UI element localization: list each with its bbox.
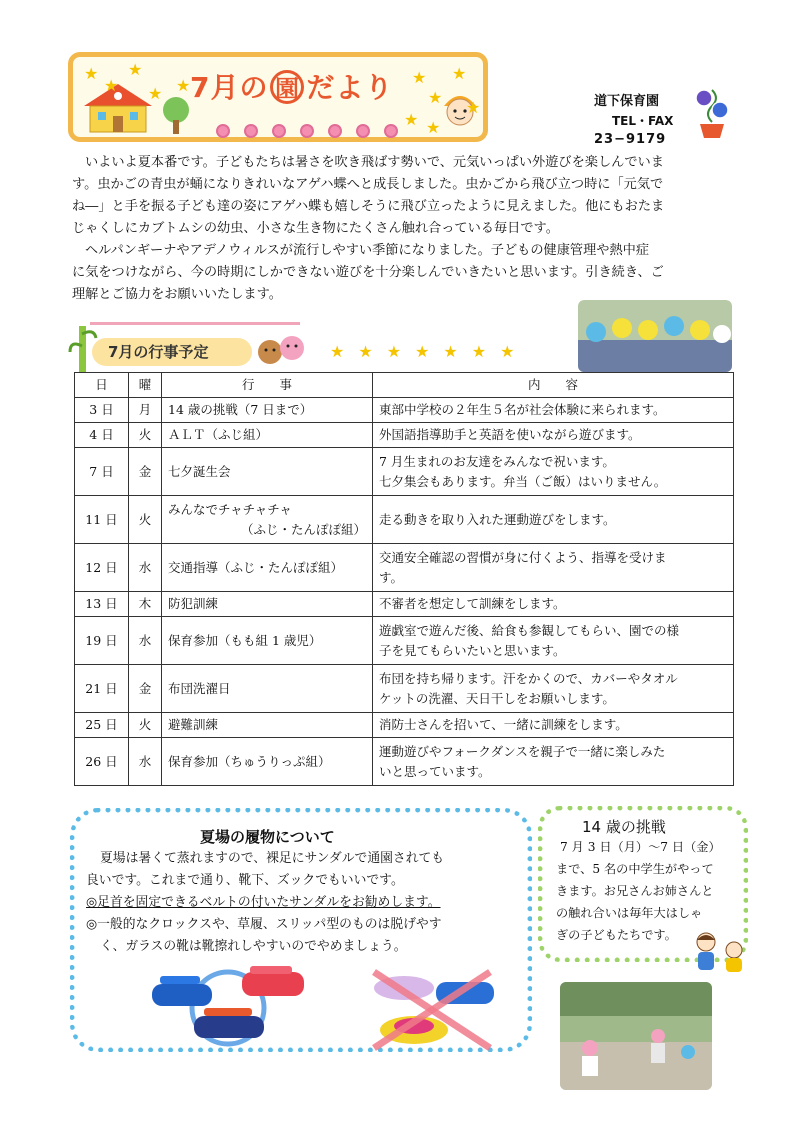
cell-event: 14 歳の挑戦（7 日まで） (162, 398, 373, 423)
table-row (75, 617, 734, 665)
star-icon: ★ (176, 76, 191, 95)
cell-detail (373, 617, 734, 665)
table-header-row (75, 373, 734, 398)
star-icon: ★ (452, 64, 467, 83)
table-row (75, 423, 734, 448)
cell-dow: 水 (129, 544, 162, 592)
cell-event: 避難訓練 (162, 713, 373, 738)
star-icon: ★ (128, 60, 143, 79)
cell-dow: 月 (129, 398, 162, 423)
org-tel-label: TEL・FAX (612, 114, 674, 128)
outdoor-play-photo (560, 982, 712, 1090)
header-detail: 内 容 (373, 373, 734, 398)
cell-day: 3 日 (75, 398, 129, 423)
intro-line: いよいよ夏本番です。子どもたちは暑さを吹き飛ばす勢いで、元気いっぱい外遊びを楽しんでいま (85, 155, 664, 170)
title-circle: 園 (270, 70, 304, 104)
flower-icon (244, 124, 258, 138)
flower-icon (384, 124, 398, 138)
cell-detail (373, 544, 734, 592)
flower-icon (328, 124, 342, 138)
recommended-sandals-image (146, 962, 312, 1048)
challenge-line: ぎの子どもたちです。 (556, 928, 677, 942)
intro-line: ヘルパンギーナやアデノウィルスが流行しやすい季節になりました。子どもの健康管理や熱中症 (85, 243, 650, 258)
cell-event (162, 496, 373, 544)
cell-detail (373, 665, 734, 713)
cell-event: 交通指導（ふじ・たんぽぽ組） (162, 544, 373, 592)
event-line: みんなでチャチャチャ (168, 501, 292, 517)
event-line: （ふじ・たんぽぽ組） (240, 521, 366, 537)
cell-dow: 水 (129, 617, 162, 665)
cell-day: 12 日 (75, 544, 129, 592)
star-icon: ★ (84, 64, 99, 83)
cell-detail: 走る動きを取り入れた運動遊びをします。 (373, 496, 734, 544)
table-row (75, 496, 734, 544)
cell-day: 19 日 (75, 617, 129, 665)
cell-event: 布団洗濯日 (162, 665, 373, 713)
intro-line: に気をつけながら、今の時期にしかできない遊びを十分楽しんでいきたいと思います。引き続き、ご (72, 265, 664, 280)
challenge-line: まで、5 名の中学生がやって (556, 862, 714, 876)
org-name: 道下保育園 (594, 94, 660, 109)
detail-line: 運動遊びやフォークダンスを親子で一緒に楽しみた (379, 743, 666, 759)
detail-line: いと思っています。 (379, 763, 491, 779)
table-row (75, 544, 734, 592)
cell-day: 4 日 (75, 423, 129, 448)
intro-line: ね―」と手を振る子ども達の姿にアゲハ蝶も嬉しそうに飛び立ったように見えました。他にもおたま (72, 199, 665, 214)
cell-detail: 不審者を想定して訓練をします。 (373, 592, 734, 617)
intro-line: す。虫かごの青虫が蛹になりきれいなアゲハ蝶へと成長しました。虫かごから飛び立つ時に「元気で (72, 177, 664, 192)
cell-day: 7 日 (75, 448, 129, 496)
star-icon: ★ (466, 98, 481, 117)
title-post: だより (306, 71, 394, 104)
tree-icon (160, 96, 192, 136)
challenge-title: 14 歳の挑戦 (582, 818, 666, 836)
shoes-line: ◎足首を固定できるベルトの付いたサンダルをお勧めします。 (86, 895, 441, 910)
shoes-title: 夏場の履物について (200, 828, 335, 846)
flower-icon (272, 124, 286, 138)
detail-line: 遊戯室で遊んだ後、給食も参観してもらい、園での様 (379, 622, 680, 638)
cell-dow: 金 (129, 665, 162, 713)
detail-line: ケットの洗濯、天日干しをお願いします。 (379, 690, 615, 706)
detail-line: 子を見てもらいたいと思います。 (379, 642, 566, 658)
star-icon: ★ (412, 68, 427, 87)
header-dow: 曜 (129, 373, 162, 398)
star-icon: ★ (426, 118, 441, 137)
not-recommended-shoes-image (366, 964, 502, 1052)
kids-playing-icon (690, 930, 750, 978)
shoes-line: 良いです。これまで通り、靴下、ズックでもいいです。 (86, 873, 404, 888)
header-event: 行 事 (162, 373, 373, 398)
shoes-line: ◎一般的なクロックスや、草履、スリッパ型のものは脱げやす (86, 917, 442, 932)
cell-event: 保育参加（もも組 1 歳児） (162, 617, 373, 665)
table-row (75, 665, 734, 713)
flower-icon (216, 124, 230, 138)
children-photo (578, 300, 732, 372)
cell-event: 七夕誕生会 (162, 448, 373, 496)
star-row-icon: ★★★★★★★ (330, 342, 529, 361)
cell-dow: 木 (129, 592, 162, 617)
intro-line: 理解とご協力をお願いいたします。 (72, 287, 282, 302)
intro-paragraph-1 (72, 152, 738, 240)
intro-paragraph-2 (72, 240, 664, 306)
cell-day: 26 日 (75, 738, 129, 786)
cell-event: 防犯訓練 (162, 592, 373, 617)
cell-detail: 外国語指導助手と英語を使いながら遊びます。 (373, 423, 734, 448)
morning-glory-pot-icon (690, 84, 734, 140)
shoes-line: 夏場は暑くて蒸れますので、裸足にサンダルで通園されても (100, 851, 445, 866)
challenge-line: 7 月 3 日（月）～7 日（金） (560, 840, 721, 854)
cell-detail (373, 448, 734, 496)
table-row (75, 592, 734, 617)
shoes-line: く、ガラスの靴は靴擦れしやすいのでやめましょう。 (100, 939, 407, 954)
schedule-banner: 7月の行事予定 (92, 338, 252, 366)
star-icon: ★ (404, 110, 419, 129)
star-icon: ★ (428, 88, 443, 107)
cell-dow: 火 (129, 423, 162, 448)
cell-dow: 金 (129, 448, 162, 496)
schedule-table (74, 372, 734, 786)
newsletter-title (190, 66, 394, 106)
cell-dow: 火 (129, 713, 162, 738)
cell-detail: 消防士さんを招いて、一緒に訓練をします。 (373, 713, 734, 738)
detail-line: 7 月生まれのお友達をみんなで祝います。 (379, 453, 615, 469)
title-pre: 7月の (190, 71, 269, 104)
org-tel-number: 23−9179 (594, 132, 667, 147)
bear-bunny-icon (256, 326, 306, 368)
detail-line: 交通安全確認の習慣が身に付くよう、指導を受けま (379, 549, 667, 565)
challenge-line: きます。お兄さんお姉さんと (556, 884, 714, 898)
table-row (75, 713, 734, 738)
table-row (75, 738, 734, 786)
star-icon: ★ (104, 76, 119, 95)
cell-day: 21 日 (75, 665, 129, 713)
table-row (75, 448, 734, 496)
flower-icon (300, 124, 314, 138)
header-day: 日 (75, 373, 129, 398)
cell-day: 11 日 (75, 496, 129, 544)
challenge-line: の触れ合いは毎年大はしゃ (556, 906, 703, 920)
cell-detail: 東部中学校の２年生５名が社会体験に来られます。 (373, 398, 734, 423)
detail-line: す。 (379, 569, 404, 585)
cell-event: ＡＬＴ（ふじ組） (162, 423, 373, 448)
flower-icon (356, 124, 370, 138)
cell-dow: 火 (129, 496, 162, 544)
table-row (75, 398, 734, 423)
cell-day: 13 日 (75, 592, 129, 617)
cell-detail (373, 738, 734, 786)
detail-line: 七夕集会もあります。弁当（ご飯）はいりません。 (379, 473, 667, 489)
star-icon: ★ (148, 84, 163, 103)
detail-line: 布団を持ち帰ります。汗をかくので、カバーやタオル (379, 670, 678, 686)
cell-dow: 水 (129, 738, 162, 786)
cell-event: 保育参加（ちゅうりっぷ組） (162, 738, 373, 786)
intro-line: じゃくしにカブトムシの幼虫、小さな生き物にたくさん触れ合っている毎日です。 (72, 221, 559, 236)
cell-day: 25 日 (75, 713, 129, 738)
